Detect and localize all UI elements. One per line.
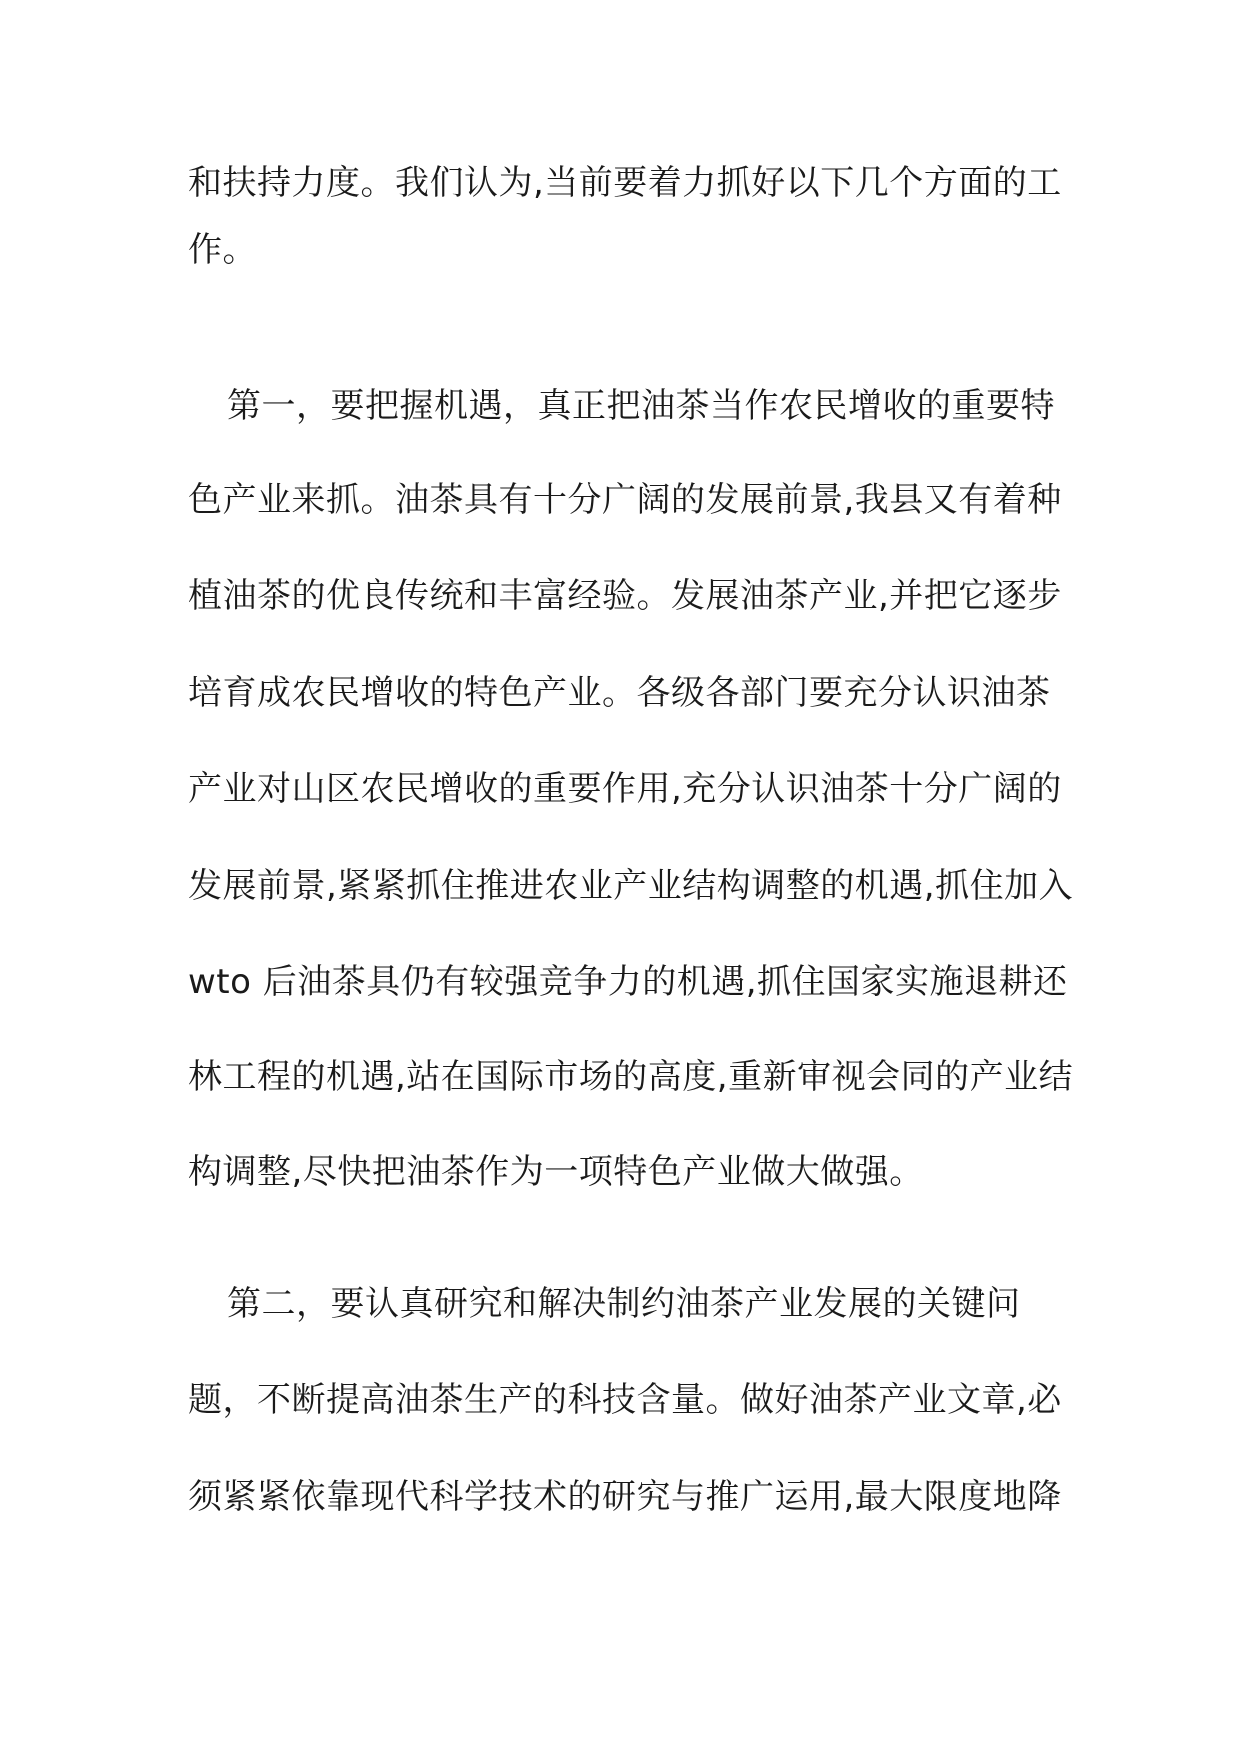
text-line: 产业对山区农民增收的重要作用,充分认识油茶十分广阔的 (188, 769, 1062, 809)
text-line: 须紧紧依靠现代科学技术的研究与推广运用,最大限度地降 (188, 1477, 1062, 1517)
text-line: wto 后油茶具仍有较强竞争力的机遇,抓住国家实施退耕还 (188, 962, 1068, 1002)
text-line: 和扶持力度。我们认为,当前要着力抓好以下几个方面的工 (188, 163, 1062, 203)
text-line: 题，不断提高油茶生产的科技含量。做好油茶产业文章,必 (188, 1380, 1062, 1420)
text-line: 植油茶的优良传统和丰富经验。发展油茶产业,并把它逐步 (188, 576, 1062, 616)
paragraph-first-line: 第二，要认真研究和解决制约油茶产业发展的关键问 (227, 1284, 1021, 1324)
text-line: 发展前景,紧紧抓住推进农业产业结构调整的机遇,抓住加入 (188, 866, 1074, 906)
text-line: 作。 (188, 230, 257, 270)
text-line: 构调整,尽快把油茶作为一项特色产业做大做强。 (188, 1152, 924, 1192)
paragraph-first-line: 第一，要把握机遇，真正把油茶当作农民增收的重要特 (227, 386, 1055, 426)
text-line: 林工程的机遇,站在国际市场的高度,重新审视会同的产业结 (188, 1057, 1074, 1097)
text-line: 培育成农民增收的特色产业。各级各部门要充分认识油茶 (188, 673, 1051, 713)
text-line: 色产业来抓。油茶具有十分广阔的发展前景,我县又有着种 (188, 480, 1062, 520)
